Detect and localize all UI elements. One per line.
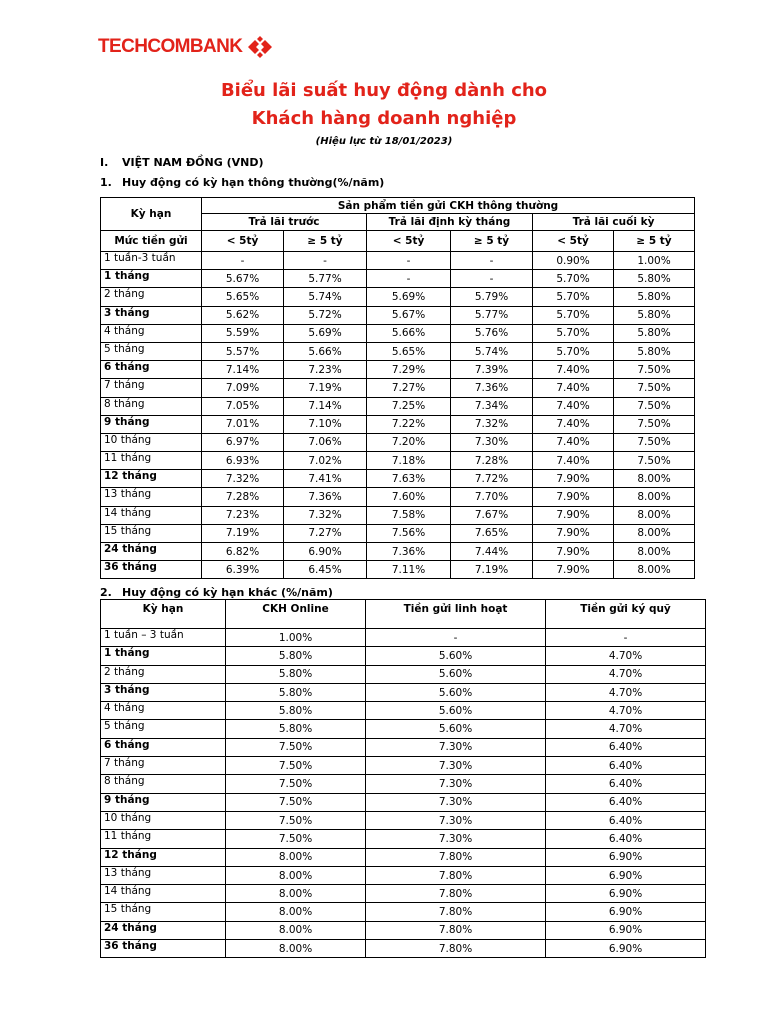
rate-cell: 4.70% — [546, 647, 706, 665]
rate-cell: 6.90% — [546, 866, 706, 884]
table-row — [101, 921, 706, 939]
term-cell: 4 tháng — [101, 702, 226, 720]
rate-cell: 4.70% — [546, 720, 706, 738]
term-cell: 5 tháng — [101, 342, 202, 360]
rate-cell: 5.70% — [533, 324, 614, 342]
rate-cell: 6.93% — [202, 452, 284, 470]
rate-cell: 7.30% — [366, 811, 546, 829]
table-row — [101, 702, 706, 720]
term-cell: 36 tháng — [101, 940, 226, 958]
rate-cell: 7.30% — [451, 433, 533, 451]
rate-cell: 5.62% — [202, 306, 284, 324]
rate-cell: 5.60% — [366, 720, 546, 738]
rate-cell: - — [546, 629, 706, 647]
rate-cell: 5.60% — [366, 683, 546, 701]
rate-cell: 7.90% — [533, 543, 614, 561]
rate-cell: 7.23% — [202, 506, 284, 524]
rate-cell: 7.50% — [614, 452, 695, 470]
rate-cell: 7.50% — [226, 775, 366, 793]
rate-cell: 7.90% — [533, 561, 614, 579]
term-cell: 6 tháng — [101, 361, 202, 379]
techcombank-logo — [98, 33, 274, 61]
rate-cell: 7.32% — [451, 415, 533, 433]
rate-cell: 7.56% — [367, 524, 451, 542]
rate-cell: 8.00% — [226, 940, 366, 958]
rate-cell: 7.39% — [451, 361, 533, 379]
rate-cell: 7.30% — [366, 793, 546, 811]
rate-cell: 6.90% — [546, 903, 706, 921]
rate-cell: 7.60% — [367, 488, 451, 506]
rate-cell: 7.36% — [451, 379, 533, 397]
term-cell: 11 tháng — [101, 830, 226, 848]
rate-cell: 7.20% — [367, 433, 451, 451]
table-row — [101, 433, 695, 451]
table-row — [101, 940, 706, 958]
table-row — [101, 543, 695, 561]
brand-name: TECHCOMBANK — [98, 36, 243, 57]
term-cell: 14 tháng — [101, 506, 202, 524]
rate-cell: 7.19% — [284, 379, 367, 397]
term-cell: 1 tuần – 3 tuần — [101, 629, 226, 647]
amount-header: ≥ 5 tỷ — [284, 231, 367, 252]
rate-cell: 6.40% — [546, 793, 706, 811]
rate-cell: 7.32% — [284, 506, 367, 524]
page-title-line1: Biểu lãi suất huy động dành cho — [220, 80, 548, 101]
group-header-end-of-term: Trả lãi cuối kỳ — [533, 214, 695, 231]
term-cell: 12 tháng — [101, 848, 226, 866]
rate-cell: 7.30% — [366, 830, 546, 848]
rate-cell: - — [367, 270, 451, 288]
rate-cell: 4.70% — [546, 683, 706, 701]
rate-cell: 7.41% — [284, 470, 367, 488]
rate-cell: - — [366, 629, 546, 647]
group-header-prepaid: Trả lãi trước — [202, 214, 367, 231]
term-cell: 5 tháng — [101, 720, 226, 738]
rate-cell: 7.28% — [202, 488, 284, 506]
table-row — [101, 720, 706, 738]
amount-header: < 5tỷ — [367, 231, 451, 252]
rate-cell: 5.80% — [614, 288, 695, 306]
rate-cell: 7.32% — [202, 470, 284, 488]
term-cell: 2 tháng — [101, 288, 202, 306]
term-cell: 13 tháng — [101, 866, 226, 884]
rate-cell: 8.00% — [614, 506, 695, 524]
table-row — [101, 885, 706, 903]
table-row — [101, 775, 706, 793]
rate-cell: 7.50% — [226, 757, 366, 775]
rate-cell: 5.57% — [202, 342, 284, 360]
rate-cell: 7.63% — [367, 470, 451, 488]
table-row — [101, 288, 695, 306]
rate-cell: 7.50% — [614, 379, 695, 397]
rate-cell: 1.00% — [226, 629, 366, 647]
rate-cell: 6.90% — [546, 921, 706, 939]
rate-cell: 5.80% — [226, 683, 366, 701]
term-header: Kỳ hạn — [101, 600, 226, 629]
rate-cell: 7.40% — [533, 379, 614, 397]
rate-cell: 7.14% — [284, 397, 367, 415]
rate-cell: 7.90% — [533, 488, 614, 506]
amount-header: < 5tỷ — [202, 231, 284, 252]
term-cell: 10 tháng — [101, 433, 202, 451]
rate-cell: 6.90% — [546, 848, 706, 866]
rate-cell: 7.27% — [367, 379, 451, 397]
rate-cell: 5.72% — [284, 306, 367, 324]
amount-header: ≥ 5 tỷ — [614, 231, 695, 252]
escrow-header: Tiền gửi ký quỹ — [546, 600, 706, 629]
table-row — [101, 561, 695, 579]
amount-header: < 5tỷ — [533, 231, 614, 252]
rate-cell: 5.60% — [366, 665, 546, 683]
rate-cell: 7.28% — [451, 452, 533, 470]
rate-cell: 7.27% — [284, 524, 367, 542]
table-row — [101, 506, 695, 524]
rate-cell: 7.14% — [202, 361, 284, 379]
table-row — [101, 397, 695, 415]
subsection-other-term — [100, 586, 333, 599]
rate-cell: 7.10% — [284, 415, 367, 433]
rate-cell: 7.50% — [226, 738, 366, 756]
table-row — [101, 811, 706, 829]
rate-cell: 7.80% — [366, 885, 546, 903]
table-row — [101, 470, 695, 488]
rate-cell: 8.00% — [226, 903, 366, 921]
amount-header: ≥ 5 tỷ — [451, 231, 533, 252]
term-cell: 9 tháng — [101, 793, 226, 811]
online-header: CKH Online — [226, 600, 366, 629]
rate-cell: 5.66% — [367, 324, 451, 342]
rate-cell: 6.90% — [284, 543, 367, 561]
rate-cell: 7.40% — [533, 433, 614, 451]
rate-cell: 7.80% — [366, 848, 546, 866]
term-cell: 15 tháng — [101, 524, 202, 542]
table-row — [101, 793, 706, 811]
rate-cell: 7.36% — [284, 488, 367, 506]
table-row — [101, 683, 706, 701]
section-vnd — [100, 156, 264, 169]
rate-cell: 8.00% — [614, 543, 695, 561]
rate-cell: 8.00% — [226, 885, 366, 903]
rate-cell: 5.74% — [284, 288, 367, 306]
rate-cell: 7.19% — [451, 561, 533, 579]
rate-cell: 7.58% — [367, 506, 451, 524]
rate-cell: 6.82% — [202, 543, 284, 561]
techcombank-diamond-icon — [246, 33, 274, 61]
rate-cell: 4.70% — [546, 665, 706, 683]
table-row — [101, 524, 695, 542]
table-row — [101, 629, 706, 647]
rate-cell: 5.67% — [202, 270, 284, 288]
rate-cell: 7.05% — [202, 397, 284, 415]
rate-cell: - — [202, 252, 284, 270]
rate-cell: 6.40% — [546, 757, 706, 775]
rate-cell: 7.90% — [533, 506, 614, 524]
term-cell: 7 tháng — [101, 757, 226, 775]
rate-cell: 7.30% — [366, 738, 546, 756]
term-cell: 3 tháng — [101, 683, 226, 701]
table-row — [101, 361, 695, 379]
table-row — [101, 324, 695, 342]
rate-cell: 7.50% — [614, 397, 695, 415]
rate-cell: 7.90% — [533, 470, 614, 488]
rate-cell: 5.67% — [367, 306, 451, 324]
table-row — [101, 379, 695, 397]
rate-cell: 7.67% — [451, 506, 533, 524]
rate-cell: 7.50% — [226, 811, 366, 829]
term-header: Kỳ hạn — [101, 198, 202, 231]
term-cell: 8 tháng — [101, 775, 226, 793]
table-row — [101, 738, 706, 756]
rate-cell: - — [367, 252, 451, 270]
rate-cell: 7.80% — [366, 921, 546, 939]
rate-cell: 5.77% — [451, 306, 533, 324]
table-row — [101, 830, 706, 848]
term-cell: 24 tháng — [101, 543, 202, 561]
rate-cell: 8.00% — [226, 866, 366, 884]
rate-cell: 5.66% — [284, 342, 367, 360]
rate-cell: 7.44% — [451, 543, 533, 561]
rate-cell: 5.80% — [614, 342, 695, 360]
flexible-header: Tiền gửi linh hoạt — [366, 600, 546, 629]
rate-cell: 6.40% — [546, 811, 706, 829]
table-row — [101, 452, 695, 470]
rate-cell: 8.00% — [614, 561, 695, 579]
rate-cell: 6.45% — [284, 561, 367, 579]
table-row — [101, 866, 706, 884]
amount-label: Mức tiền gửi — [101, 231, 202, 252]
table-row — [101, 848, 706, 866]
rate-cell: 6.90% — [546, 940, 706, 958]
rate-cell: 7.50% — [614, 361, 695, 379]
rate-cell: - — [451, 270, 533, 288]
rate-cell: 6.40% — [546, 830, 706, 848]
table-row — [101, 270, 695, 288]
rate-cell: 5.80% — [226, 647, 366, 665]
rate-cell: 8.00% — [614, 470, 695, 488]
rate-cell: 7.50% — [614, 433, 695, 451]
rate-cell: 5.80% — [614, 324, 695, 342]
rate-cell: 7.06% — [284, 433, 367, 451]
group-header-monthly: Trả lãi định kỳ tháng — [367, 214, 533, 231]
subsection-number: 1. — [100, 176, 112, 189]
rate-cell: 7.09% — [202, 379, 284, 397]
section-label: VIỆT NAM ĐỒNG (VND) — [122, 156, 264, 169]
rate-cell: 6.40% — [546, 738, 706, 756]
rate-cell: 7.40% — [533, 415, 614, 433]
rate-cell: 8.00% — [614, 524, 695, 542]
rate-cell: 5.60% — [366, 647, 546, 665]
rate-cell: 7.30% — [366, 757, 546, 775]
rate-cell: 4.70% — [546, 702, 706, 720]
table-row — [101, 647, 706, 665]
rate-cell: - — [451, 252, 533, 270]
term-cell: 4 tháng — [101, 324, 202, 342]
rate-cell: 5.80% — [614, 306, 695, 324]
rate-cell: 5.74% — [451, 342, 533, 360]
other-term-rate-table — [100, 599, 706, 958]
rate-cell: 5.65% — [367, 342, 451, 360]
subsection-regular-term — [100, 176, 384, 189]
regular-term-rate-table — [100, 197, 695, 579]
rate-cell: 7.40% — [533, 361, 614, 379]
rate-cell: 7.01% — [202, 415, 284, 433]
rate-cell: 0.90% — [533, 252, 614, 270]
rate-cell: - — [284, 252, 367, 270]
rate-cell: 5.69% — [367, 288, 451, 306]
rate-cell: 5.79% — [451, 288, 533, 306]
rate-cell: 8.00% — [226, 921, 366, 939]
rate-cell: 7.11% — [367, 561, 451, 579]
term-cell: 10 tháng — [101, 811, 226, 829]
rate-cell: 7.29% — [367, 361, 451, 379]
rate-cell: 5.80% — [226, 665, 366, 683]
rate-cell: 8.00% — [226, 848, 366, 866]
rate-cell: 5.70% — [533, 342, 614, 360]
rate-cell: 7.80% — [366, 866, 546, 884]
rate-cell: 5.77% — [284, 270, 367, 288]
rate-cell: 7.36% — [367, 543, 451, 561]
rate-cell: 7.34% — [451, 397, 533, 415]
rate-cell: 7.23% — [284, 361, 367, 379]
rate-cell: 7.80% — [366, 903, 546, 921]
rate-cell: 7.40% — [533, 397, 614, 415]
rate-cell: 5.70% — [533, 288, 614, 306]
rate-cell: 5.60% — [366, 702, 546, 720]
term-cell: 12 tháng — [101, 470, 202, 488]
rate-cell: 7.72% — [451, 470, 533, 488]
product-header: Sản phẩm tiền gửi CKH thông thường — [202, 198, 695, 214]
term-cell: 6 tháng — [101, 738, 226, 756]
rate-cell: 5.80% — [226, 702, 366, 720]
term-cell: 1 tháng — [101, 647, 226, 665]
rate-cell: 6.40% — [546, 775, 706, 793]
rate-cell: 5.76% — [451, 324, 533, 342]
rate-cell: 7.22% — [367, 415, 451, 433]
rate-cell: 5.80% — [226, 720, 366, 738]
term-cell: 15 tháng — [101, 903, 226, 921]
effective-date: (Hiệu lực từ 18/01/2023) — [315, 136, 453, 147]
rate-cell: 7.70% — [451, 488, 533, 506]
rate-cell: 7.18% — [367, 452, 451, 470]
subsection-label: Huy động có kỳ hạn khác (%/năm) — [122, 586, 333, 599]
table-row — [101, 488, 695, 506]
rate-cell: 7.80% — [366, 940, 546, 958]
rate-cell: 5.80% — [614, 270, 695, 288]
term-cell: 7 tháng — [101, 379, 202, 397]
rate-cell: 7.30% — [366, 775, 546, 793]
rate-cell: 5.70% — [533, 306, 614, 324]
rate-cell: 5.65% — [202, 288, 284, 306]
rate-cell: 8.00% — [614, 488, 695, 506]
table-row — [101, 252, 695, 270]
rate-cell: 5.70% — [533, 270, 614, 288]
term-cell: 3 tháng — [101, 306, 202, 324]
table-row — [101, 903, 706, 921]
rate-cell: 6.97% — [202, 433, 284, 451]
term-cell: 11 tháng — [101, 452, 202, 470]
rate-cell: 7.50% — [226, 793, 366, 811]
rate-cell: 7.65% — [451, 524, 533, 542]
term-cell: 8 tháng — [101, 397, 202, 415]
section-number: I. — [100, 156, 109, 169]
subsection-label: Huy động có kỳ hạn thông thường(%/năm) — [122, 176, 385, 189]
table-row — [101, 342, 695, 360]
table-row — [101, 306, 695, 324]
term-cell: 1 tháng — [101, 270, 202, 288]
rate-cell: 7.40% — [533, 452, 614, 470]
term-cell: 9 tháng — [101, 415, 202, 433]
page-title-line2: Khách hàng doanh nghiệp — [251, 108, 517, 129]
subsection-number: 2. — [100, 586, 112, 599]
rate-cell: 7.19% — [202, 524, 284, 542]
term-cell: 36 tháng — [101, 561, 202, 579]
table-row — [101, 665, 706, 683]
rate-cell: 7.02% — [284, 452, 367, 470]
term-cell: 14 tháng — [101, 885, 226, 903]
rate-cell: 5.59% — [202, 324, 284, 342]
rate-cell: 7.50% — [226, 830, 366, 848]
rate-cell: 6.90% — [546, 885, 706, 903]
term-cell: 13 tháng — [101, 488, 202, 506]
table-row — [101, 415, 695, 433]
table-row — [101, 757, 706, 775]
rate-cell: 6.39% — [202, 561, 284, 579]
rate-cell: 7.50% — [614, 415, 695, 433]
rate-cell: 1.00% — [614, 252, 695, 270]
rate-cell: 5.69% — [284, 324, 367, 342]
term-cell: 24 tháng — [101, 921, 226, 939]
term-cell: 1 tuần-3 tuần — [101, 252, 202, 270]
term-cell: 2 tháng — [101, 665, 226, 683]
rate-cell: 7.90% — [533, 524, 614, 542]
rate-cell: 7.25% — [367, 397, 451, 415]
